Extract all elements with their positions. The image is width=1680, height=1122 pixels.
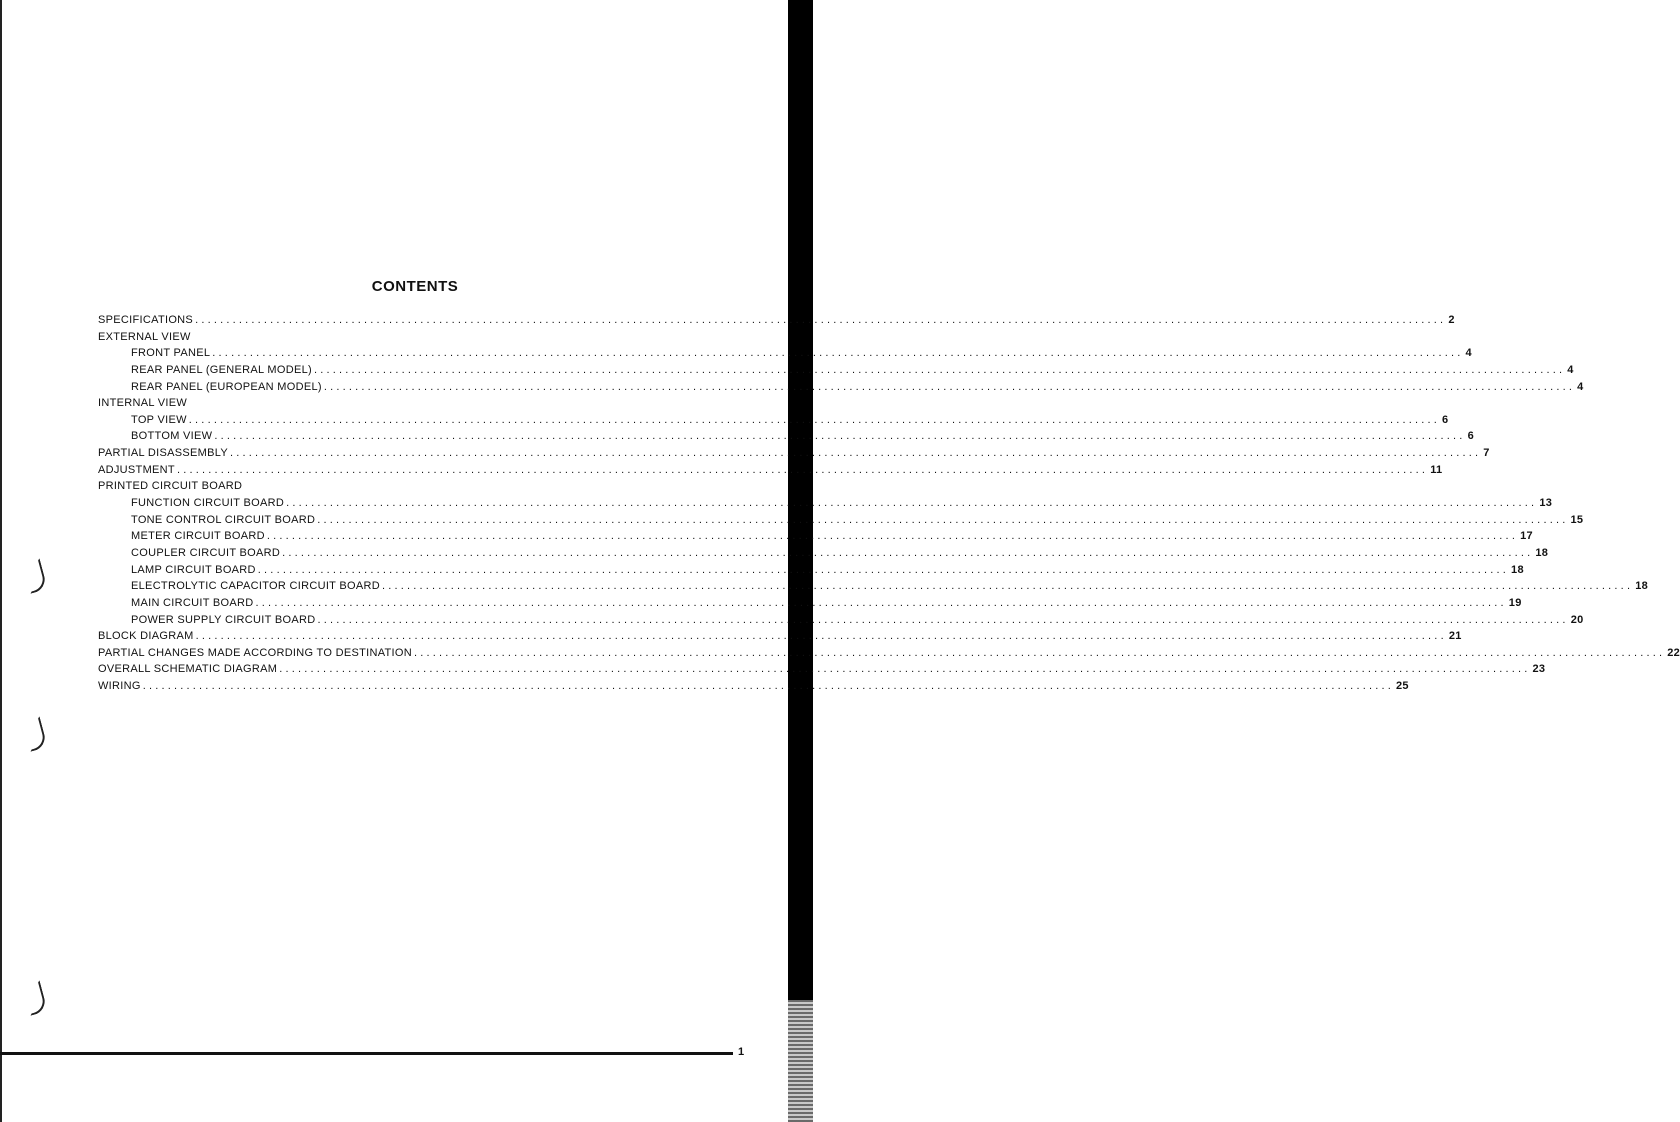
toc-entry-label: ELECTROLYTIC CAPACITOR CIRCUIT BOARD [131,580,380,593]
toc-entry [98,680,1409,697]
binder-hole-mark [22,980,48,1016]
toc-entry-label: PARTIAL DISASSEMBLY [98,447,229,460]
binder-hole-mark [22,558,48,594]
toc-entry [98,613,1584,631]
toc-leader-dots: ........................................................................................................................................................................................................ [195,630,1447,643]
toc-leader-dots: ........................................................................................................................................................................................................ [195,314,1447,326]
toc-entry [98,380,1584,398]
toc-entry [98,663,1546,680]
binder-hole-mark [22,716,48,752]
toc-entry-page: 4 [1465,347,1472,360]
toc-entry-page: 25 [1395,680,1409,693]
toc-entry [98,497,1553,514]
footer-rule [0,1052,733,1055]
toc-entry [98,447,1490,464]
toc-entry-label: TOP VIEW [131,413,187,426]
toc-entry-label: METER CIRCUIT BOARD [131,530,265,543]
toc-entry-page: 7 [1483,447,1490,460]
toc-entry-page: 17 [1520,530,1533,543]
toc-leader-dots: ........................................................................................................................................................................................................ [282,546,1534,559]
toc-entry-page: 2 [1448,314,1455,326]
toc-entry-label: MAIN CIRCUIT BOARD [131,596,254,609]
toc-leader-dots: ........................................................................................................................................................................................................ [314,363,1566,376]
page-number: 1 [738,1046,745,1058]
toc-leader-dots: ........................................................................................................................................................................................................ [286,497,1538,510]
toc-entry-page: 21 [1448,630,1462,643]
page-title: CONTENTS [371,278,459,296]
toc-entry-label: POWER SUPPLY CIRCUIT BOARD [131,613,316,626]
toc-entry [98,630,1462,647]
toc-entry-page: 6 [1467,430,1474,443]
toc-entry-page: 22 [1667,646,1680,659]
toc-entry-page: 18 [1635,580,1649,593]
toc-entry-label: SPECIFICATIONS [98,314,194,326]
toc-leader-dots: ........................................................................................................................................................................................................ [317,513,1569,526]
toc-leader-dots: ........................................................................................................................................................................................................ [317,613,1569,626]
toc-entry-label: OVERALL SCHEMATIC DIAGRAM [98,663,278,676]
toc-entry-label: ADJUSTMENT [98,463,175,476]
toc-entry-label: REAR PANEL (GENERAL MODEL) [131,363,312,376]
toc-entry-label: PARTIAL CHANGES MADE ACCORDING TO DESTINATION [98,646,413,659]
toc-entry-label: WIRING [98,680,141,693]
toc-entry [98,430,1474,447]
toc-leader-dots: ........................................................................................................................................................................................................ [266,530,1519,543]
toc-leader-dots: ........................................................................................................................................................................................................ [212,347,1464,360]
toc-entry [98,646,1680,664]
toc-leader-dots: ........................................................................................................................................................................................................ [381,580,1634,593]
toc-entry-label: BOTTOM VIEW [131,430,213,443]
toc-entry-label: TONE CONTROL CIRCUIT BOARD [131,513,316,526]
toc-entry [98,413,1449,431]
toc-entry-label: INTERNAL VIEW [98,397,188,410]
toc-entry-label: FRONT PANEL [131,347,211,360]
toc-entry [98,463,1443,481]
toc-leader-dots: ........................................................................................................................................................................................................ [214,430,1466,443]
toc-entry-label: EXTERNAL VIEW [98,330,191,343]
toc-entry [98,363,1574,381]
scan-noise-strip [788,1000,813,1122]
toc-entry [98,314,1455,331]
toc-entry [98,347,1472,364]
toc-entry-page: 4 [1567,363,1574,376]
toc-entry-label: PRINTED CIRCUIT BOARD [98,480,243,493]
toc-entry-label: FUNCTION CIRCUIT BOARD [131,497,285,510]
toc-entry [98,480,736,497]
scan-left-edge [0,0,2,1122]
toc-leader-dots: ........................................................................................................................................................................................................ [279,663,1531,676]
toc-entry-page: 20 [1570,613,1584,626]
toc-leader-dots: ........................................................................................................................................................................................................ [188,413,1441,426]
toc-entry [98,546,1549,564]
toc-entry-page: 6 [1442,413,1449,426]
toc-entry [98,563,1524,581]
toc-leader-dots: ........................................................................................................................................................................................................ [230,447,1482,460]
toc-leader-dots: ........................................................................................................................................................................................................ [257,563,1510,576]
toc-entry [98,397,736,414]
toc-entry [98,596,1522,614]
toc-entry [98,580,1649,597]
toc-entry-page: 4 [1577,380,1584,393]
toc-entry [98,513,1584,531]
toc-entry-page: 23 [1532,663,1546,676]
toc-entry-page: 18 [1535,546,1549,559]
toc-leader-dots: ........................................................................................................................................................................................................ [176,463,1429,476]
toc-entry-label: LAMP CIRCUIT BOARD [131,563,256,576]
toc-entry-page: 15 [1570,513,1584,526]
toc-entry-page: 19 [1508,596,1522,609]
table-of-contents [98,314,1680,697]
toc-leader-dots: ........................................................................................................................................................................................................ [255,596,1507,609]
toc-leader-dots: ........................................................................................................................................................................................................ [414,646,1666,659]
toc-entry-label: COUPLER CIRCUIT BOARD [131,546,281,559]
toc-leader-dots: ........................................................................................................................................................................................................ [142,680,1394,693]
toc-entry-label: BLOCK DIAGRAM [98,630,194,643]
toc-entry-page: 13 [1539,497,1553,510]
toc-entry [98,331,736,348]
toc-entry-label: REAR PANEL (EUROPEAN MODEL) [131,380,322,393]
toc-entry [98,530,1533,547]
toc-entry-page: 18 [1511,563,1524,576]
toc-entry-page: 11 [1430,463,1443,476]
toc-leader-dots: ........................................................................................................................................................................................................ [323,380,1576,393]
